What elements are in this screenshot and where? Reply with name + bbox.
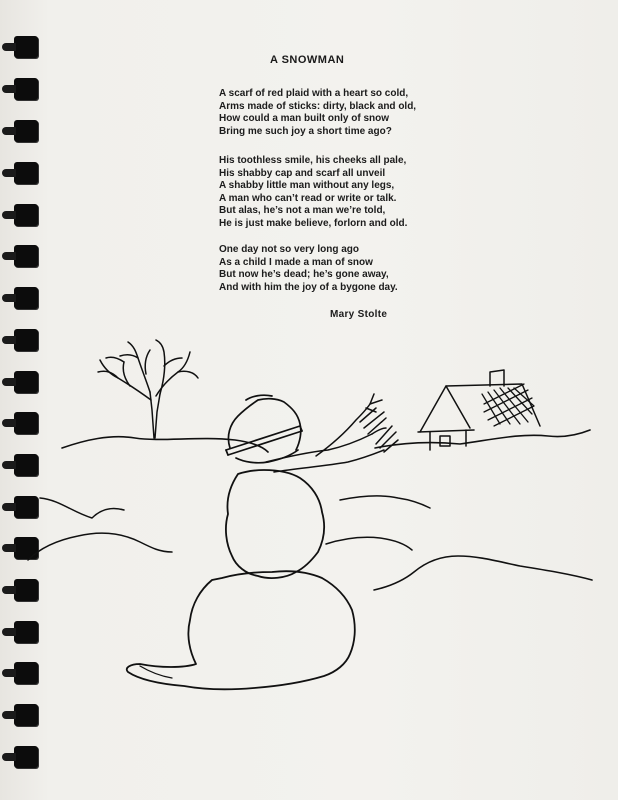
poem-line: One day not so very long ago bbox=[219, 244, 360, 255]
bare-tree bbox=[98, 340, 198, 438]
poem-line: His toothless smile, his cheeks all pale, bbox=[219, 155, 407, 166]
stick-arm bbox=[316, 394, 382, 456]
scarf bbox=[266, 408, 398, 472]
horizon-line bbox=[375, 430, 590, 448]
poem-line: He is just make believe, forlorn and old. bbox=[219, 217, 408, 229]
poem-line: As a child I made a man of snow bbox=[219, 256, 373, 268]
snow-drift bbox=[40, 498, 124, 518]
house bbox=[418, 370, 540, 450]
poem-line: Bring me such joy a short time ago? bbox=[219, 125, 392, 137]
poem-line: A shabby little man without any legs, bbox=[219, 180, 395, 192]
snow-drift bbox=[340, 496, 430, 508]
snow-drift bbox=[28, 533, 172, 560]
poem-line: Arms made of sticks: dirty, black and old, bbox=[219, 100, 417, 112]
poem-author: Mary Stolte bbox=[330, 309, 388, 320]
snow-drift bbox=[374, 556, 592, 590]
snow-drift bbox=[326, 537, 412, 550]
poem-line: A man who can’t read or write or talk. bbox=[219, 192, 397, 204]
poem-line: But alas, he’s not a man we’re told, bbox=[219, 205, 386, 217]
poem-line: And with him the joy of a bygone day. bbox=[219, 281, 398, 293]
snowman-body bbox=[226, 470, 324, 578]
poem-line: His shabby cap and scarf all unveil bbox=[219, 167, 386, 179]
horizon-line bbox=[62, 437, 268, 452]
poem-line: A scarf of red plaid with a heart so cold, bbox=[219, 88, 409, 99]
snowman-head bbox=[226, 395, 302, 463]
roof-hatching bbox=[482, 384, 534, 426]
poem-line: But now he’s dead; he’s gone away, bbox=[219, 269, 389, 281]
poem-title: A SNOWMAN bbox=[270, 54, 345, 66]
poem-line: How could a man built only of snow bbox=[219, 113, 389, 125]
snowman-base bbox=[127, 571, 355, 689]
